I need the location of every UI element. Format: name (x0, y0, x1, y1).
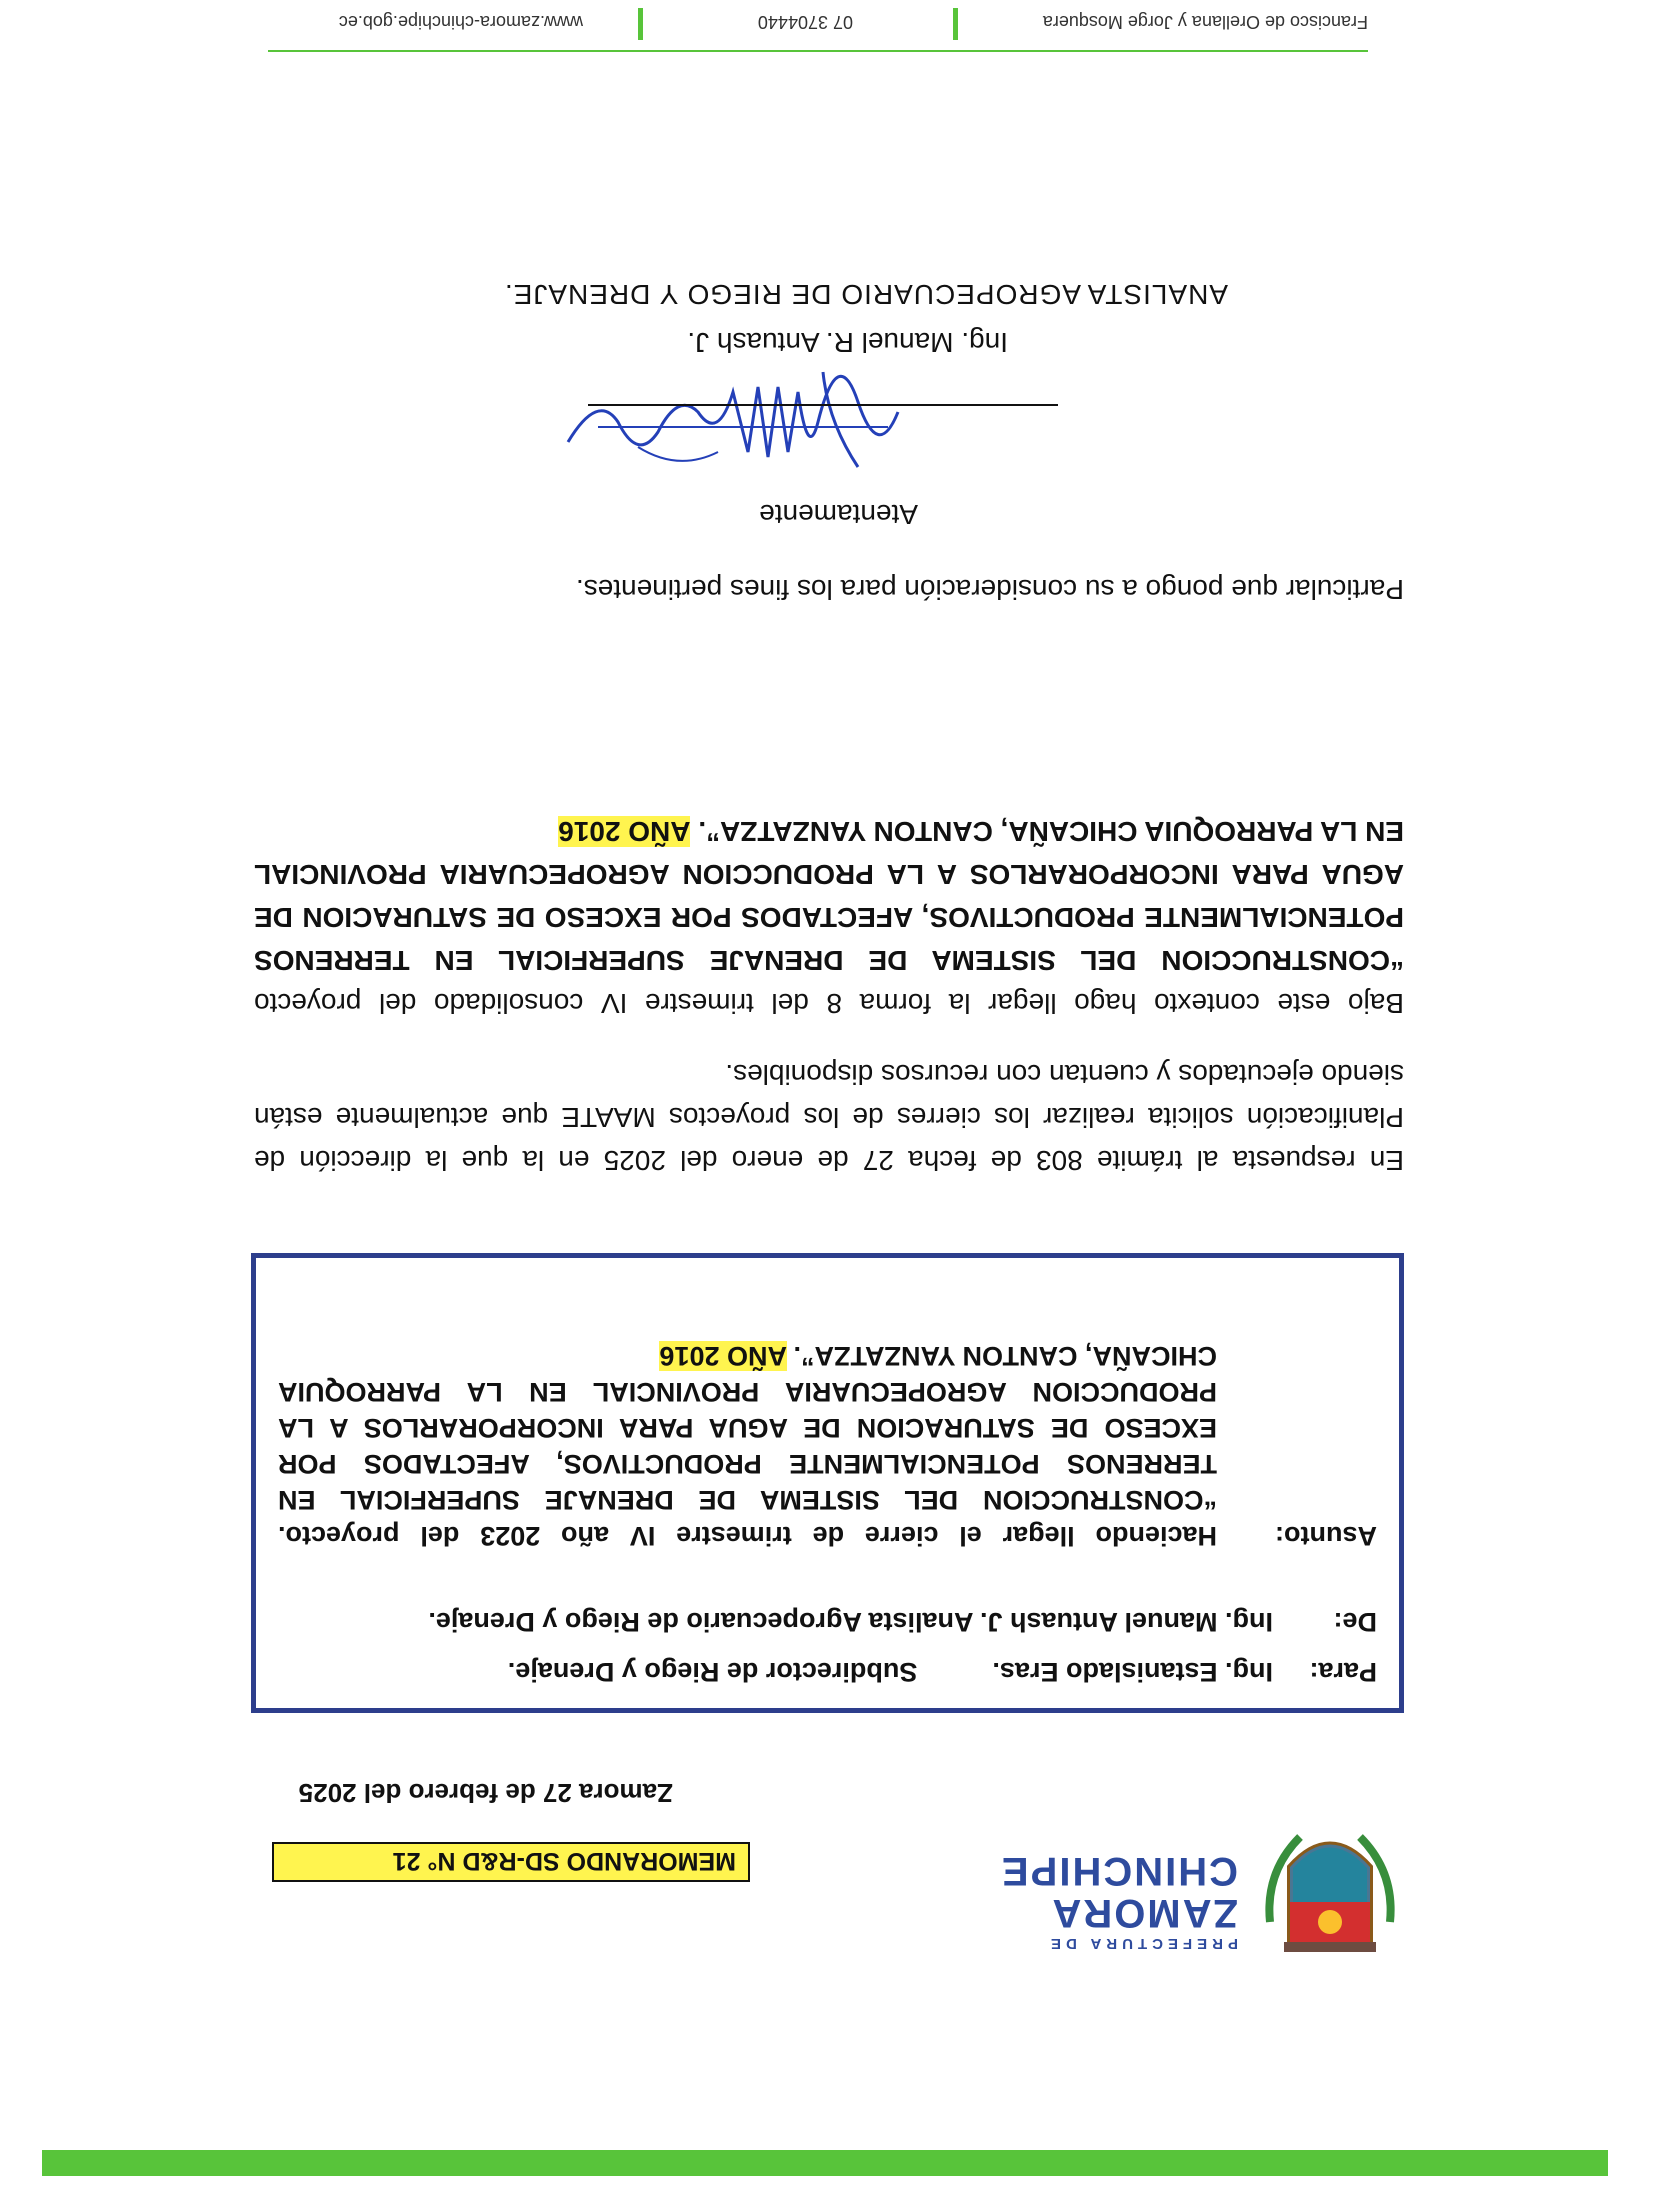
header-green-bar (42, 2150, 1608, 2176)
footer-divider (268, 50, 1368, 52)
signer-title: ANALISTA AGROPECUARIO DE RIEGO Y DRENAJE. (503, 279, 1228, 310)
para-label: Para: (1309, 1657, 1377, 1687)
de-row (278, 1554, 1377, 1640)
closing-sentence: Particular que pongo a su consideración para los fines pertinentes. (575, 574, 1404, 605)
body-paragraph-2-intro: Bajo este contexto hago llegar la forma 8 del trimestre IV consolidado del proyecto (254, 988, 1404, 1019)
signer-name: Ing. Manuel R. Antuash J. (687, 327, 1008, 358)
body-project-name: “CONSTRUCCION DEL SISTEMA DE DRENAJE SUPERFICIAL EN TERRENOS POTENCIALMENTE PRODUCTIVOS, AFECTADOS POR EXCESO DE SATURACION DE AGUA PARA INCORPORARLOS A LA PRODUCCION AGROPECUARIA PROVINCIAL EN LA PARROQUIA CHICAÑA, CANTON YANZATZA”. (254, 816, 1404, 976)
asunto-value (278, 1338, 1217, 1554)
brand-line-3: CHINCHIPE (999, 1849, 1238, 1893)
memo-number-box: MEMORANDO SD-R&D N° 21 (272, 1842, 750, 1882)
body-paragraph-1: En respuesta al trámite 803 de fecha 27 de enero del 2025 en la que la dirección de Planificación solicita realizar los cierres de los proyectos MAATE que actualmente están siendo ejecutados y cuentan con recursos disponibles. (254, 1059, 1404, 1176)
asunto-row (278, 1338, 1377, 1554)
brand-line-1: PREFECTURA DE (1046, 1935, 1238, 1952)
brand-line-2: ZAMORA (1050, 1891, 1238, 1935)
handwritten-signature-icon (538, 362, 918, 482)
footer-separator (953, 8, 958, 40)
footer-website: www.zamora-chinchipe.gob.ec (338, 12, 583, 32)
de-label: De: (1333, 1607, 1377, 1637)
de-value: Ing. Manuel Antuash J. Analista Agropecuario de Riego y Drenaje. (428, 1607, 1273, 1637)
asunto-text: Haciendo llegar el cierre de trimestre IV año 2023 del proyecto. “CONSTRUCCION DEL SISTEMA DE DRENAJE SUPERFICIAL EN TERRENOS POTENCIALMENTE PRODUCTIVOS, AFECTADOS POR EXCESO DE SATURACION DE AGUA PARA INCORPORARLOS A LA PRODUCCION AGROPECUARIA PROVINCIAL EN LA PARROQUIA CHICAÑA, CANTON YANZATZA”. (278, 1341, 1217, 1551)
asunto-label: Asunto: (1275, 1521, 1377, 1551)
footer-separator (638, 8, 643, 40)
body-year-highlight: AÑO 2016 (558, 816, 691, 847)
para-row (278, 1640, 1377, 1690)
para-value: Ing. Estanislado Eras. Subdirector de Riego y Drenaje. (507, 1657, 1273, 1687)
asunto-year-highlight: AÑO 2016 (659, 1341, 787, 1371)
prefecture-brand (999, 1849, 1238, 1952)
body-paragraph-2 (254, 810, 1404, 1025)
prefecture-coat-of-arms-icon (1260, 1812, 1400, 1962)
salutation: Atentamente (759, 499, 918, 530)
footer-phone: 07 3704440 (757, 12, 853, 32)
signature-line (588, 404, 1058, 406)
memo-info-box (251, 1253, 1404, 1713)
footer-address: Francisco de Orellana y Jorge Mosquera (1042, 12, 1368, 32)
memo-date: Zamora 27 de febrero del 2025 (298, 1778, 673, 1808)
